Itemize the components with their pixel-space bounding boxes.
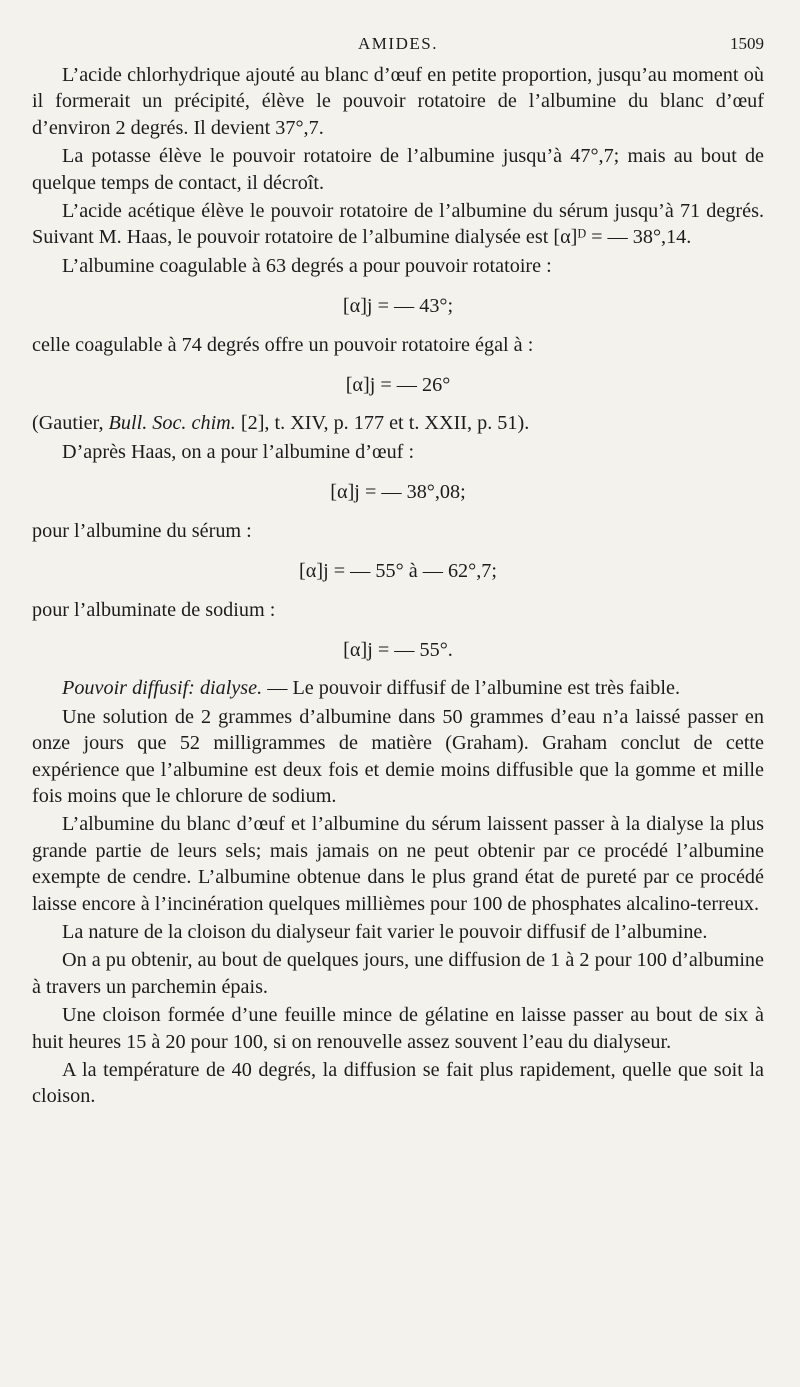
paragraph: A la température de 40 degrés, la diffusion se fait plus rapidement, quelle que soit la cloison.: [32, 1059, 764, 1108]
paragraph: On a pu obtenir, au bout de quelques jours, une diffusion de 1 à 2 pour 100 d’albumine à travers un parchemin épais.: [32, 949, 764, 998]
citation-rest: [2], t. XIV, p. 177 et t. XXII, p. 51).: [235, 412, 530, 435]
paragraph: L’acide chlorhydrique ajouté au blanc d’œuf en petite proportion, jusqu’au moment où il formerait un précipité, élève le pouvoir rotatoire de l’albumine du blanc d’œuf d’environ 2 degrés. Il devient 37°,7.: [32, 64, 764, 139]
citation-paragraph: [32, 410, 764, 436]
section-text: — Le pouvoir diffusif de l’albumine est très faible.: [262, 677, 681, 700]
page-body: [32, 62, 764, 1112]
formula: [α]j = — 26°: [345, 374, 451, 397]
paragraph: D’après Haas, on a pour l’albumine d’œuf :: [62, 440, 415, 463]
journal-title: Bull. Soc. chim.: [108, 412, 236, 435]
paragraph: pour l’albumine du sérum :: [32, 519, 252, 542]
formula: [α]j = — 55° à — 62°,7;: [299, 560, 497, 583]
paragraph: L’acide acétique élève le pouvoir rotatoire de l’albumine du sérum jusqu’à 71 degrés. Suivant M. Haas, le pouvoir rotatoire de l’albumine dialysée est [α]ᴰ = — 38°,14.: [32, 200, 764, 249]
paragraph: celle coagulable à 74 degrés offre un pouvoir rotatoire égal à :: [32, 333, 534, 356]
section-paragraph: [32, 675, 764, 701]
paragraph: L’albumine du blanc d’œuf et l’albumine du sérum laissent passer à la dialyse la plus grande partie de leurs sels; mais jamais on ne peut obtenir par ce procédé l’albumine exempte de cendre. L’albumine obtenue dans le plus grand état de pureté par ce procédé laisse encore à l’incinération quelques millièmes pour 100 de phosphates alcalino-terreux.: [32, 813, 764, 915]
paragraph: pour l’albuminate de sodium :: [32, 598, 276, 621]
section-heading: Pouvoir diffusif: dialyse.: [62, 677, 263, 700]
paragraph: La potasse élève le pouvoir rotatoire de l’albumine jusqu’à 47°,7; mais au bout de quelque temps de contact, il décroît.: [32, 145, 764, 194]
paragraph: La nature de la cloison du dialyseur fait varier le pouvoir diffusif de l’albumine.: [62, 920, 708, 943]
paragraph: Une cloison formée d’une feuille mince de gélatine en laisse passer au bout de six à huit heures 15 à 20 pour 100, si on renouvelle assez souvent l’eau du dialyseur.: [32, 1004, 764, 1053]
running-header: [32, 34, 764, 58]
citation-open: (Gautier,: [32, 412, 109, 435]
paragraph: L’albumine coagulable à 63 degrés a pour pouvoir rotatoire :: [62, 254, 552, 277]
paragraph: Une solution de 2 grammes d’albumine dans 50 grammes d’eau n’a laissé passer en onze jours que 52 milligrammes de matière (Graham). Graham conclut de cette expérience que l’albumine est deux fois et demie moins diffusible que la gomme et mille fois moins que le chlorure de sodium.: [32, 705, 764, 807]
running-title: AMIDES.: [358, 34, 438, 53]
formula: [α]j = — 43°;: [342, 295, 454, 318]
formula: [α]j = — 38°,08;: [330, 481, 466, 504]
formula: [α]j = — 55°.: [343, 638, 453, 661]
page-number: 1509: [730, 34, 764, 53]
